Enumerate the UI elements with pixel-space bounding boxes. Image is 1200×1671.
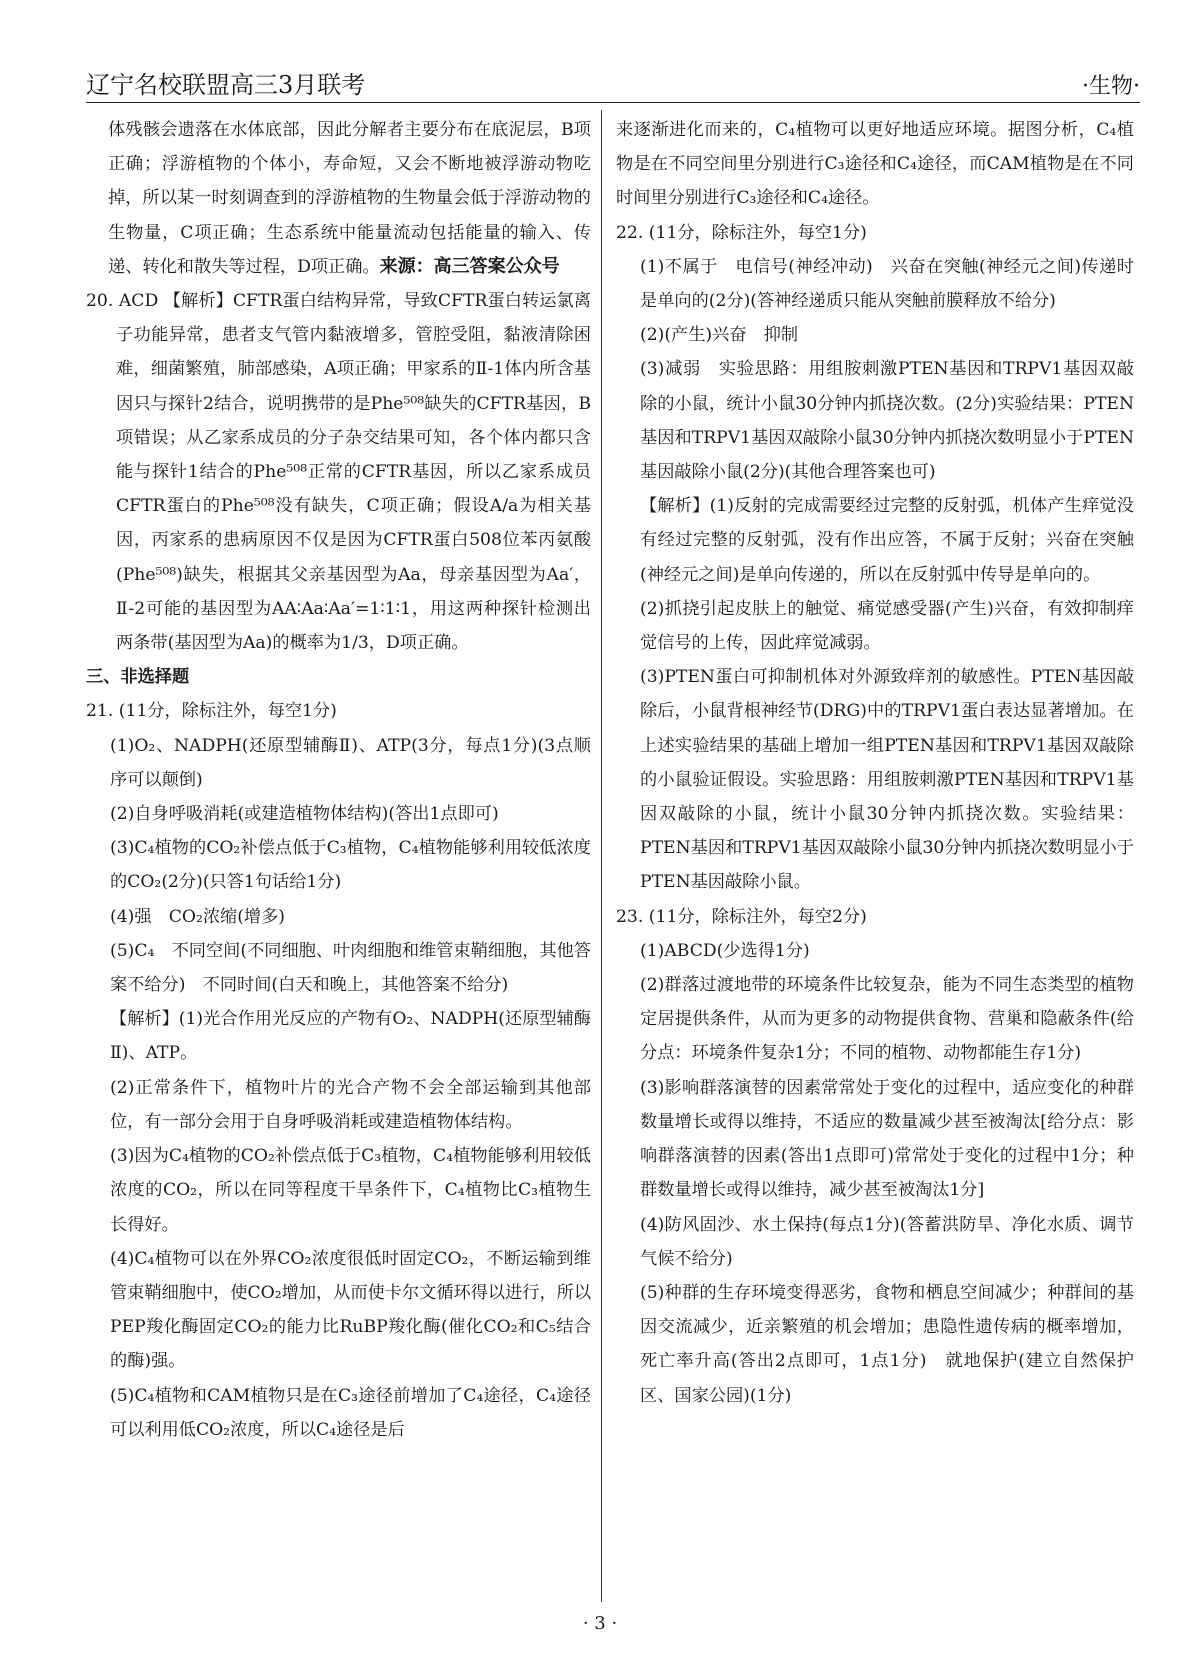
q21-explanation-3: (3)因为C₄植物的CO₂补偿点低于C₃植物，C₄植物能够利用较低浓度的CO₂，所以在同等程度干旱条件下，C₄植物比C₃植物生长得好。 [110,1146,591,1235]
q23-part4: (4)防风固沙、水土保持(每点1分)(答蓄洪防旱、净化水质、调节气候不给分) [640,1214,1134,1269]
q21-part3: (3)C₄植物的CO₂补偿点低于C₃植物，C₄植物能够利用较低浓度的CO₂(2分)(只答1句话给1分) [110,838,591,893]
q21-part5: (5)C₄ 不同空间(不同细胞、叶肉细胞和维管束鞘细胞，其他答案不给分) 不同时间(白天和晚上，其他答案不给分) [110,940,591,996]
q22-part2: (2)(产生)兴奋 抑制 [640,325,799,346]
column-divider [601,110,602,1602]
q21-explanation-1: 【解析】(1)光合作用光反应的产物有O₂、NADPH(还原型辅酶Ⅱ)、ATP。 [110,1009,591,1064]
q21-heading: 21. (11分，除标注外，每空1分) [86,701,337,722]
q22-explanation-2: (2)抓挠引起皮肤上的触觉、痛觉感受器(产生)兴奋，有效抑制痒觉信号的上传，因此痒觉减弱。 [640,598,1134,654]
q21-part4: (4)强 CO₂浓缩(增多) [110,906,286,927]
q21-part2: (2)自身呼吸消耗(或建造植物体结构)(答出1点即可) [110,804,499,825]
page-header [86,66,1140,103]
q22-explanation-1: 【解析】(1)反射的完成需要经过完整的反射弧，机体产生痒觉没有经过完整的反射弧，没有作出应答，不属于反射；兴奋在突触(神经元之间)是单向传递的，所以在反射弧中传导是单向的。 [640,496,1134,585]
q21-explanation-5-continued: 来逐渐进化而来的，C₄植物可以更好地适应环境。据图分析，C₄植物是在不同空间里分别进行C₃途径和C₄途径，而CAM植物是在不同时间里分别进行C₃途径和C₄途径。 [616,120,1134,209]
right-column [616,113,1134,1413]
q21-explanation-4: (4)C₄植物可以在外界CO₂浓度很低时固定CO₂，不断运输到维管束鞘细胞中，使CO₂增加，从而使卡尔文循环得以进行，所以PEP羧化酶固定CO₂的能力比RuBP羧化酶(催化CO₂和C₅结合的酶)强。 [110,1248,592,1372]
source-label: 来源：高三答案公众号 [379,255,560,277]
q21-part1: (1)O₂、NADPH(还原型辅酶Ⅱ)、ATP(3分，每点1分)(3点顺序可以颠倒) [110,735,591,790]
q22-part3: (3)减弱 实验思路：用组胺刺激PTEN基因和TRPV1基因双敲除的小鼠，统计小鼠30分钟内抓挠次数。(2分)实验结果：PTEN基因和TRPV1基因双敲除小鼠30分钟内抓挠次数明显小于PTEN基因敲除小鼠(2分)(其他合理答案也可) [640,359,1134,483]
q21-explanation-2: (2)正常条件下，植物叶片的光合产物不会全部运输到其他部位，有一部分会用于自身呼吸消耗或建造植物体结构。 [110,1077,591,1132]
section-heading: 三、非选择题 [86,667,190,688]
q23-part1: (1)ABCD(少选得1分) [640,940,810,961]
q23-part5: (5)种群的生存环境变得恶劣，食物和栖息空间减少；种群间的基因交流减少，近亲繁殖的机会增加；患隐性遗传病的概率增加，死亡率升高(答出2点即可，1点1分) 就地保护(建立自然保护区、国家公园)(1分) [640,1282,1134,1406]
q22-part1: (1)不属于 电信号(神经冲动) 兴奋在突触(神经元之间)传递时是单向的(2分)(答神经递质只能从突触前膜释放不给分) [640,256,1134,312]
subject-label: ·生物· [1082,74,1140,99]
q23-part2: (2)群落过渡地带的环境条件比较复杂，能为不同生态类型的植物定居提供条件，从而为更多的动物提供食物、营巢和隐蔽条件(给分点：环境条件复杂1分；不同的植物、动物都能生存1分) [640,975,1134,1064]
q20-answer: 20. ACD 【解析】CFTR蛋白结构异常，导致CFTR蛋白转运氯离子功能异常，患者支气管内黏液增多，管腔受阻，黏液清除困难，细菌繁殖，肺部感染，A项正确；甲家系的Ⅱ-1体内所含基因只与探针2结合，说明携带的是Phe⁵⁰⁸缺失的CFTR基因，B项错误；从乙家系成员的分子杂交结果可知，各个体内都只含能与探针1结合的Phe⁵⁰⁸正常的CFTR基因，所以乙家系成员CFTR蛋白的Phe⁵⁰⁸没有缺失，C项正确；假设A/a为相关基因，丙家系的患病原因不仅是因为CFTR蛋白508位苯丙氨酸(Phe⁵⁰⁸)缺失，根据其父亲基因型为Aa，母亲基因型为Aa′，Ⅱ-2可能的基因型为AA∶Aa∶Aa′=1∶1∶1，用这两种探针检测出两条带(基因型为Aa)的概率为1/3，D项正确。 [86,291,591,654]
q22-heading: 22. (11分，除标注外，每空1分) [616,222,867,243]
left-column [86,113,591,1447]
q23-part3: (3)影响群落演替的因素常常处于变化的过程中，适应变化的种群数量增长或得以维持，不适应的数量减少甚至被淘汰[给分点：影响群落演替的因素(答出1点即可)常常处于变化的过程中1分；种群数量增长或得以维持，减少甚至被淘汰1分] [640,1077,1134,1201]
exam-title: 辽宁名校联盟高三3月联考 [86,71,366,99]
q23-heading: 23. (11分，除标注外，每空2分) [616,906,867,927]
q19-explanation-continued: 体残骸会遗落在水体底部，因此分解者主要分布在底泥层，B项正确；浮游植物的个体小，寿命短，又会不断地被浮游动物吃掉，所以某一时刻调查到的浮游植物的生物量会低于浮游动物的生物量，C项正确；生态系统中能量流动包括能量的输入、传递、转化和散失等过程，D项正确。来源：高三答案公众号 [108,120,591,277]
q21-explanation-5: (5)C₄植物和CAM植物只是在C₃途径前增加了C₄途径，C₄途径可以利用低CO₂浓度，所以C₄途径是后 [110,1385,591,1440]
q22-explanation-3: (3)PTEN蛋白可抑制机体对外源致痒剂的敏感性。PTEN基因敲除后，小鼠背根神经节(DRG)中的TRPV1蛋白表达显著增加。在上述实验结果的基础上增加一组PTEN基因和TRPV1基因双敲除的小鼠验证假设。实验思路：用组胺刺激PTEN基因和TRPV1基因双敲除的小鼠，统计小鼠30分钟内抓挠次数。实验结果：PTEN基因和TRPV1基因双敲除小鼠30分钟内抓挠次数明显小于PTEN基因敲除小鼠。 [640,667,1134,893]
page-number: · 3 · [582,1613,618,1634]
